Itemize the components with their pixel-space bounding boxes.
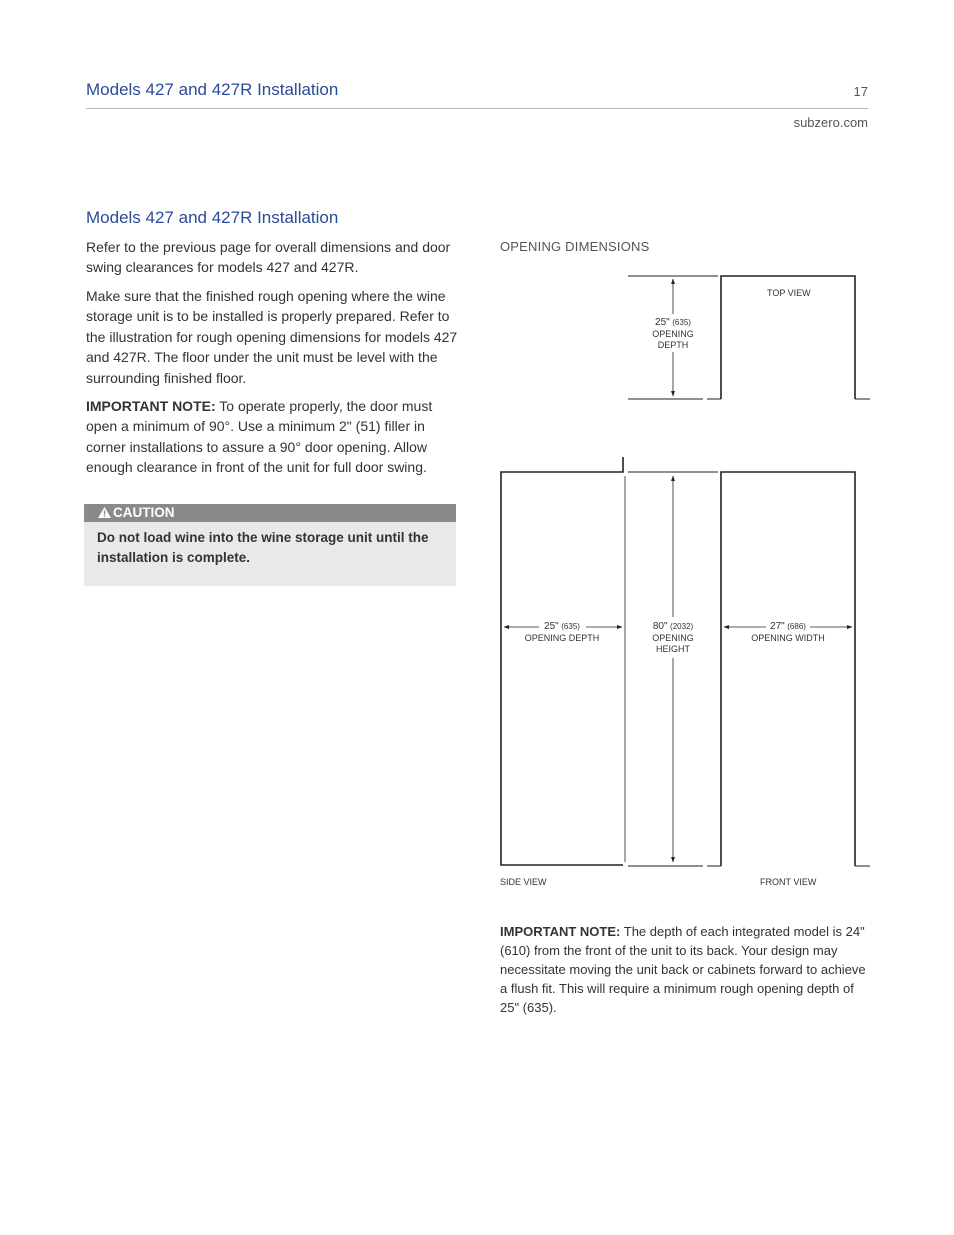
caution-text: Do not load wine into the wine storage unit until the installation is complete. <box>97 530 429 565</box>
height-line1: OPENING <box>652 632 694 643</box>
side-depth-dimension-label <box>515 621 609 644</box>
important-note-label: IMPORTANT NOTE: <box>86 398 216 414</box>
height-metric: (2032) <box>670 622 694 631</box>
caution-label: CAUTION <box>113 505 175 520</box>
top-depth-value: 25" <box>655 317 670 328</box>
section-title: Models 427 and 427R Installation <box>86 208 339 227</box>
side-depth-line1: OPENING DEPTH <box>524 632 600 643</box>
figure-heading: OPENING DIMENSIONS <box>500 239 650 254</box>
side-depth-value: 25" <box>544 621 559 632</box>
side-view-label: SIDE VIEW <box>500 877 547 887</box>
top-depth-metric: (635) <box>672 318 691 327</box>
height-line2: HEIGHT <box>655 643 690 654</box>
depth-note-text: The depth of each integrated model is 24" (610) from the front of the unit to its back. Your design may necessitate moving the unit back or cabinets forward to achieve a flush fit. This will require a minimum rough opening depth of 25" (635). <box>500 924 866 1015</box>
top-depth-line1: OPENING <box>652 328 694 339</box>
page-number: 17 <box>853 84 868 99</box>
rough-opening-paragraph: Make sure that the finished rough opening where the wine storage unit is to be installed is properly prepared. Refer to the illustration for rough opening dimensions for models 427 and 427R. The floor under the unit must be level with the surrounding finished floor. <box>86 288 458 386</box>
depth-note-label: IMPORTANT NOTE: <box>500 924 621 939</box>
site-url: subzero.com <box>793 115 868 130</box>
side-depth-metric: (635) <box>561 622 580 631</box>
header-title: Models 427 and 427R Installation <box>86 80 339 99</box>
top-depth-dimension-label <box>638 317 708 350</box>
top-view-label: TOP VIEW <box>767 288 811 298</box>
intro-paragraph: Refer to the previous page for overall dimensions and door swing clearances for models 427 and 427R. <box>86 239 451 276</box>
height-dimension-label <box>636 621 710 654</box>
height-value: 80" <box>652 621 668 632</box>
front-view-drawing <box>721 472 870 866</box>
depth-important-note <box>500 922 872 1017</box>
height-dimension <box>628 472 721 866</box>
top-depth-line2: DEPTH <box>657 339 689 350</box>
width-value: 27" <box>770 621 785 632</box>
width-line1: OPENING WIDTH <box>751 632 825 643</box>
front-view-label: FRONT VIEW <box>760 877 817 887</box>
important-note-text: To operate properly, the door must open a minimum of 90°. Use a minimum 2" (51) filler in corner installations to assure a 90° door opening. Allow enough clearance in front of the unit for full door swing. <box>86 398 433 476</box>
side-view-drawing <box>501 457 625 865</box>
width-dimension-label <box>741 621 835 644</box>
width-metric: (686) <box>787 622 806 631</box>
